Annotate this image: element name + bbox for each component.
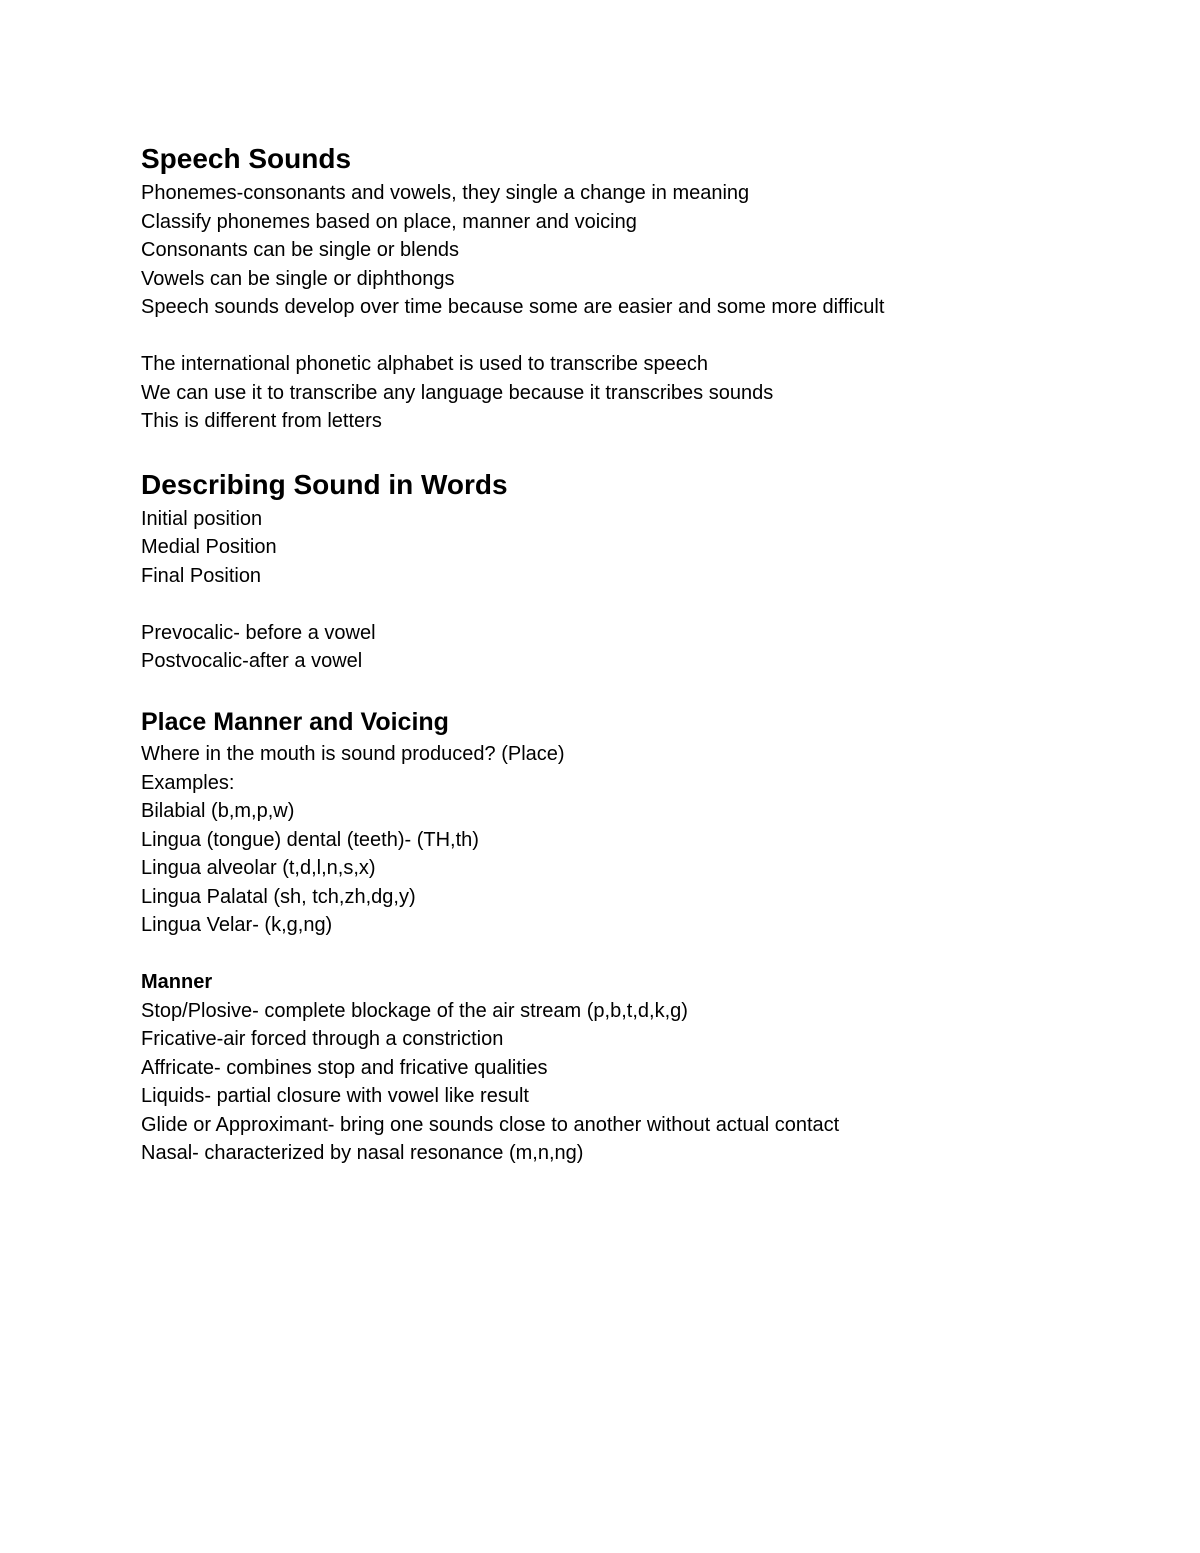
text-line: We can use it to transcribe any language because it transcribes sounds xyxy=(141,381,774,404)
text-line: Fricative-air forced through a constriction xyxy=(141,1028,504,1050)
text-line: Prevocalic- before a vowel xyxy=(141,621,376,644)
blank-line xyxy=(141,940,1101,969)
text-line: Stop/Plosive- complete blockage of the air stream (p,b,t,d,k,g) xyxy=(141,999,688,1022)
text-line: Where in the mouth is sound produced? (Place) xyxy=(141,743,565,765)
text-line: The international phonetic alphabet is used to transcribe speech xyxy=(141,353,709,375)
heading-speech-sounds: Speech Sounds xyxy=(141,143,352,174)
text-line: Postvocalic-after a vowel xyxy=(141,650,363,672)
text-line: Examples: xyxy=(141,771,235,794)
text-line: Speech sounds develop over time because some are easier and some more difficult xyxy=(141,296,885,318)
text-line: Nasal- characterized by nasal resonance (m,n,ng) xyxy=(141,1142,584,1164)
blank-line xyxy=(141,322,1101,351)
heading-describing-sound: Describing Sound in Words xyxy=(141,468,508,500)
text-line: Bilabial (b,m,p,w) xyxy=(141,800,295,822)
text-line: Medial Position xyxy=(141,536,277,558)
text-line: Affricate- combines stop and fricative qualities xyxy=(141,1056,548,1079)
text-line: Initial position xyxy=(141,507,263,530)
text-line: Lingua (tongue) dental (teeth)- (TH,th) xyxy=(141,828,479,851)
text-line: Classify phonemes based on place, manner and voicing xyxy=(141,210,637,233)
text-line: Lingua alveolar (t,d,l,n,s,x) xyxy=(141,857,376,879)
heading-manner: Manner xyxy=(141,971,213,993)
blank-line xyxy=(141,590,1101,619)
blank-line xyxy=(141,676,1101,705)
blank-line xyxy=(141,436,1101,465)
heading-place-manner-voicing: Place Manner and Voicing xyxy=(141,708,449,736)
text-line: Phonemes-consonants and vowels, they single a change in meaning xyxy=(141,182,750,204)
text-line: Final Position xyxy=(141,564,262,587)
text-line: Glide or Approximant- bring one sounds close to another without actual contact xyxy=(141,1113,840,1136)
text-line: Lingua Velar- (k,g,ng) xyxy=(141,914,333,936)
text-line: Liquids- partial closure with vowel like result xyxy=(141,1085,529,1107)
text-line: Consonants can be single or blends xyxy=(141,239,459,261)
text-line: Lingua Palatal (sh, tch,zh,dg,y) xyxy=(141,885,416,908)
text-line: Vowels can be single or diphthongs xyxy=(141,267,455,290)
document-content xyxy=(141,139,1101,1168)
text-line: This is different from letters xyxy=(141,410,382,432)
